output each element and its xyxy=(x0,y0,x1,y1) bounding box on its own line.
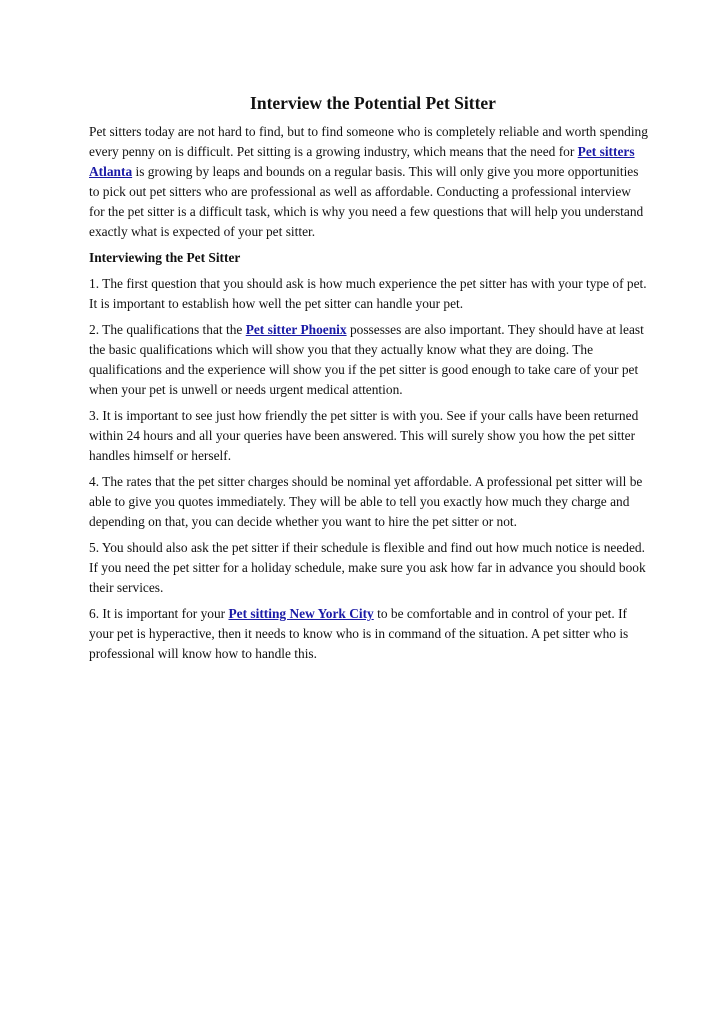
list-item-4: 4. The rates that the pet sitter charges should be nominal yet affordable. A professional pet sitter will be able to give you quotes immediately. They will be able to tell you exactly how much they charge and depending on that, you can decide whether you want to hire the pet sitter or not. xyxy=(89,474,643,529)
list-item-1: 1. The first question that you should ask is how much experience the pet sitter has with your type of pet. It is important to establish how well the pet sitter can handle your pet. xyxy=(89,276,647,311)
link-pet-sitters-atlanta[interactable]: Pet sitters Atlanta xyxy=(89,144,635,179)
list-item-5: 5. You should also ask the pet sitter if their schedule is flexible and find out how much notice is needed. If you need the pet sitter for a holiday schedule, make sure you ask how far in advance you should book their services. xyxy=(89,540,646,595)
item6-text-after: to be comfortable and in control of your pet. If your pet is hyperactive, then it needs to know who is in command of the situation. A pet sitter who is professional will know how to handle this. xyxy=(89,606,629,661)
section-heading: Interviewing the Pet Sitter xyxy=(89,250,241,265)
intro-text-after: is growing by leaps and bounds on a regular basis. This will only give you more opportunities to pick out pet sitters who are professional as well as affordable. Conducting a professional interview for the pet sitter is a difficult task, which is why you need a few questions that will help you understand exactly what is expected of your pet sitter. xyxy=(89,164,644,239)
item2-text-before: 2. The qualifications that the xyxy=(89,322,246,337)
intro-text-before: Pet sitters today are not hard to find, but to find someone who is completely reliable and worth spending every penny on is difficult. Pet sitting is a growing industry, which means that the need for xyxy=(89,124,648,159)
list-item-3: 3. It is important to see just how friendly the pet sitter is with you. See if your calls have been returned within 24 hours and all your queries have been answered. This will surely show you how the pet sitter handles himself or herself. xyxy=(89,408,639,463)
intro-paragraph xyxy=(89,122,649,242)
link-pet-sitter-phoenix[interactable]: Pet sitter Phoenix xyxy=(245,322,347,337)
item6-text-before: 6. It is important for your xyxy=(89,606,229,621)
document-title: Interview the Potential Pet Sitter xyxy=(250,93,496,113)
list-item-6 xyxy=(89,604,649,664)
document-page xyxy=(89,92,649,670)
item2-text-after: possesses are also important. They should have at least the basic qualifications which will show you that they actually know what they are doing. The qualifications and the experience will show you if the pet sitter is good enough to take care of your pet when your pet is unwell or needs urgent medical attention. xyxy=(89,322,644,397)
list-item-2 xyxy=(89,320,649,400)
link-pet-sitting-new-york-city[interactable]: Pet sitting New York City xyxy=(228,606,374,621)
